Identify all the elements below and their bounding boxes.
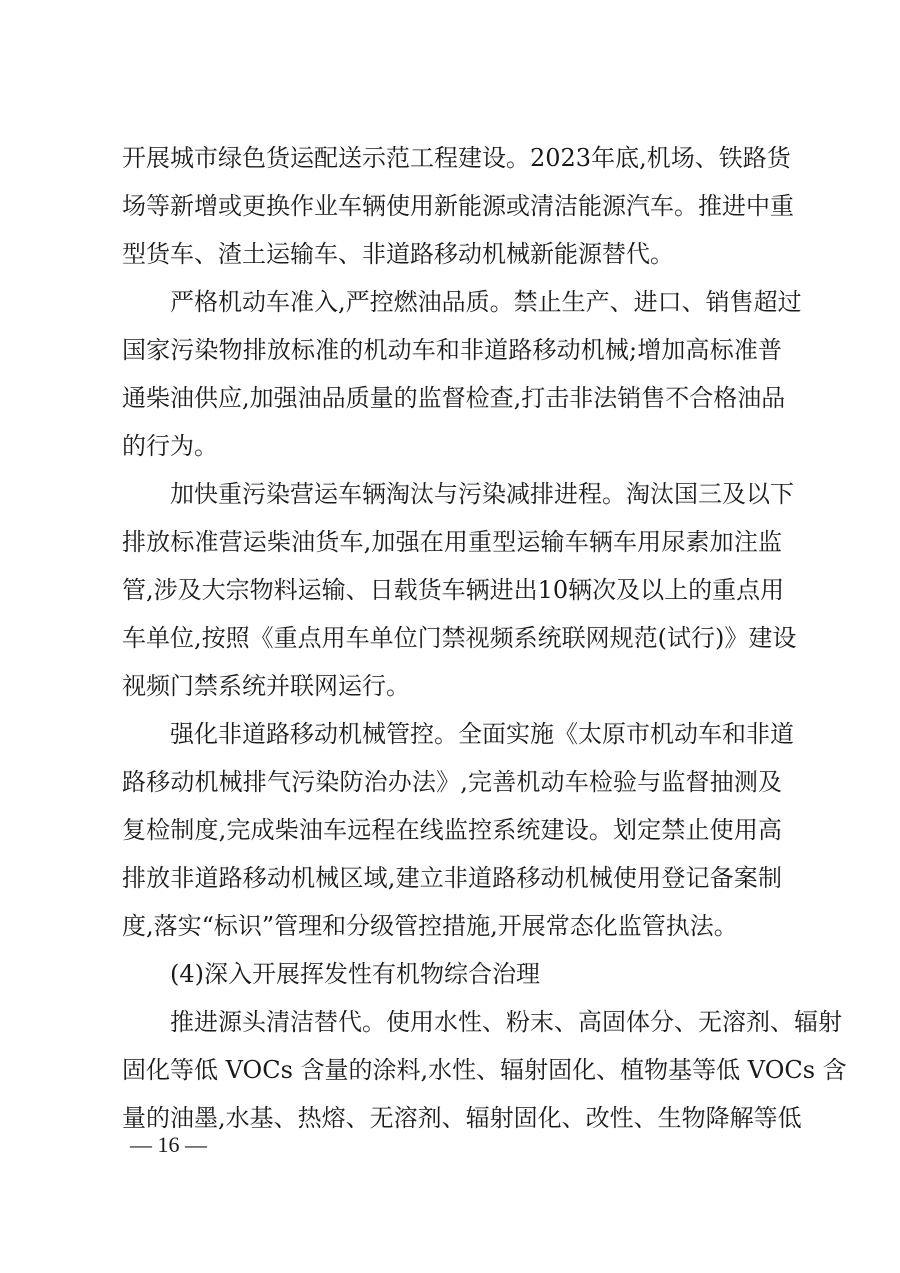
paragraph-line: 型货车、渣土运输车、非道路移动机械新能源替代。 [122, 240, 674, 268]
paragraph-line: 量的油墨,水基、热熔、无溶剂、辐射固化、改性、生物降解等低 [122, 1104, 802, 1132]
paragraph-line: 复检制度,完成柴油车远程在线监控系统建设。划定禁止使用高 [122, 816, 782, 844]
paragraph-line: 加快重污染营运车辆淘汰与污染减排进程。淘汰国三及以下 [170, 480, 794, 508]
paragraph-line: 排放非道路移动机械区域,建立非道路移动机械使用登记备案制 [122, 864, 782, 892]
paragraph-line: 开展城市绿色货运配送示范工程建设。2023年底,机场、铁路货 [122, 144, 791, 172]
section-heading: (4)深入开展挥发性有机物综合治理 [170, 960, 540, 988]
paragraph-line: 通柴油供应,加强油品质量的监督检查,打击非法销售不合格油品 [122, 384, 786, 412]
paragraph-line: 车单位,按照《重点用车单位门禁视频系统联网规范(试行)》建设 [122, 624, 797, 652]
paragraph-line: 固化等低 VOCs 含量的涂料,水性、辐射固化、植物基等低 VOCs 含 [122, 1056, 847, 1084]
paragraph-line: 路移动机械排气污染防治办法》,完善机动车检验与监督抽测及 [122, 768, 782, 796]
paragraph-line: 视频门禁系统并联网运行。 [122, 672, 410, 700]
paragraph-line: 排放标准营运柴油货车,加强在用重型运输车辆车用尿素加注监 [122, 528, 782, 556]
page-number: — 16 — [130, 1132, 207, 1157]
paragraph-line: 场等新增或更换作业车辆使用新能源或清洁能源汽车。推进中重 [122, 192, 794, 220]
paragraph-line: 国家污染物排放标准的机动车和非道路移动机械;增加高标准普 [122, 336, 782, 364]
paragraph-line: 的行为。 [122, 432, 218, 460]
paragraph-line: 严格机动车准入,严控燃油品质。禁止生产、进口、销售超过 [170, 288, 802, 316]
paragraph-line: 管,涉及大宗物料运输、日载货车辆进出10辆次及以上的重点用 [122, 576, 785, 604]
paragraph-line: 强化非道路移动机械管控。全面实施《太原市机动车和非道 [170, 720, 794, 748]
paragraph-line: 度,落实“标识”管理和分级管控措施,开展常态化监管执法。 [122, 912, 738, 940]
paragraph-line: 推进源头清洁替代。使用水性、粉末、高固体分、无溶剂、辐射 [170, 1008, 842, 1036]
